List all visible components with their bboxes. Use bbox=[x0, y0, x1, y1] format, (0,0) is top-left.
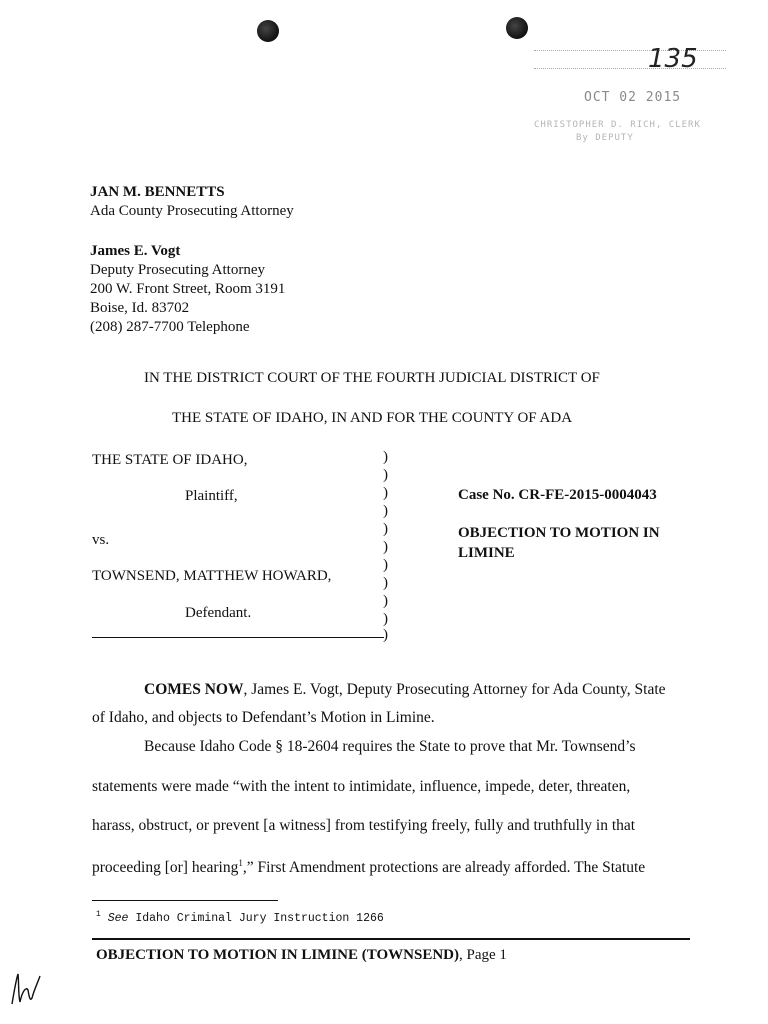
paren: ) bbox=[383, 503, 388, 519]
body-paragraph-1-line-1 bbox=[144, 680, 666, 699]
versus-label: vs. bbox=[92, 532, 110, 548]
deputy-address-2: Boise, Id. 83702 bbox=[90, 300, 190, 316]
plaintiff-name: THE STATE OF IDAHO, bbox=[92, 452, 248, 468]
court-heading-line-1: IN THE DISTRICT COURT OF THE FOURTH JUDICIAL DISTRICT OF bbox=[144, 370, 600, 386]
document-title-line-1: OBJECTION TO MOTION IN bbox=[458, 525, 660, 541]
p1-rest: , James E. Vogt, Deputy Prosecuting Attorney for Ada County, State bbox=[243, 681, 666, 698]
paren: ) bbox=[383, 521, 388, 537]
clerk-line-1: CHRISTOPHER D. RICH, CLERK bbox=[534, 120, 701, 130]
plaintiff-role: Plaintiff, bbox=[185, 488, 238, 504]
body-paragraph-2-line-1: Because Idaho Code § 18-2604 requires the State to prove that Mr. Townsend’s bbox=[144, 738, 636, 755]
footer-title: OBJECTION TO MOTION IN LIMINE (TOWNSEND) bbox=[96, 947, 459, 963]
deputy-phone: (208) 287-7700 Telephone bbox=[90, 319, 250, 335]
defendant-role: Defendant. bbox=[185, 605, 252, 621]
p2-line-4-a: proceeding [or] hearing bbox=[92, 859, 239, 877]
footnote-see: See bbox=[107, 911, 129, 925]
footnote-reference: 1 bbox=[238, 858, 243, 868]
comes-now-lead: COMES NOW bbox=[144, 681, 244, 698]
footnote bbox=[96, 910, 384, 925]
handwritten-initials bbox=[8, 968, 44, 1008]
footnote-separator bbox=[92, 900, 278, 901]
defendant-name: TOWNSEND, MATTHEW HOWARD, bbox=[92, 568, 332, 584]
paren: ) bbox=[383, 593, 388, 609]
attorney-title: Ada County Prosecuting Attorney bbox=[90, 203, 294, 219]
paren: ) bbox=[383, 557, 388, 573]
footer-rule bbox=[92, 938, 690, 940]
case-number: Case No. CR-FE-2015-0004043 bbox=[458, 487, 657, 503]
paren: ) bbox=[383, 611, 388, 627]
footnote-text: Idaho Criminal Jury Instruction 1266 bbox=[135, 911, 384, 925]
p2-line-4-b: ,” First Amendment protections are already afforded. The Statute bbox=[242, 859, 646, 877]
filing-number: 135 bbox=[648, 44, 698, 74]
court-heading-line-2: THE STATE OF IDAHO, IN AND FOR THE COUNTY OF ADA bbox=[172, 410, 573, 426]
footer bbox=[96, 946, 507, 965]
punch-hole-left bbox=[257, 20, 279, 42]
clerk-line-2: By DEPUTY bbox=[576, 133, 634, 143]
body-paragraph-2-line-2: statements were made “with the intent to intimidate, influence, impede, deter, threaten, bbox=[92, 778, 631, 795]
paren: ) bbox=[383, 485, 388, 501]
body-paragraph-2-line-3: harass, obstruct, or prevent [a witness] from testifying freely, fully and truthfully in that bbox=[92, 817, 636, 834]
paren: ) bbox=[383, 627, 388, 643]
paren: ) bbox=[383, 467, 388, 483]
deputy-name: James E. Vogt bbox=[90, 243, 181, 259]
footer-page: , Page 1 bbox=[458, 947, 507, 963]
document-title-line-2: LIMINE bbox=[458, 545, 515, 561]
deputy-title: Deputy Prosecuting Attorney bbox=[90, 262, 265, 278]
body-paragraph-2-line-4 bbox=[92, 854, 645, 877]
punch-hole-right bbox=[506, 17, 528, 39]
body-paragraph-1-line-2: of Idaho, and objects to Defendant’s Motion in Limine. bbox=[92, 709, 435, 726]
caption-rule bbox=[92, 637, 384, 638]
paren: ) bbox=[383, 449, 388, 465]
paren: ) bbox=[383, 539, 388, 555]
filed-date: OCT 02 2015 bbox=[584, 90, 682, 105]
deputy-address-1: 200 W. Front Street, Room 3191 bbox=[90, 281, 286, 297]
footnote-marker: 1 bbox=[96, 910, 101, 919]
attorney-name: JAN M. BENNETTS bbox=[90, 184, 225, 200]
paren: ) bbox=[383, 575, 388, 591]
